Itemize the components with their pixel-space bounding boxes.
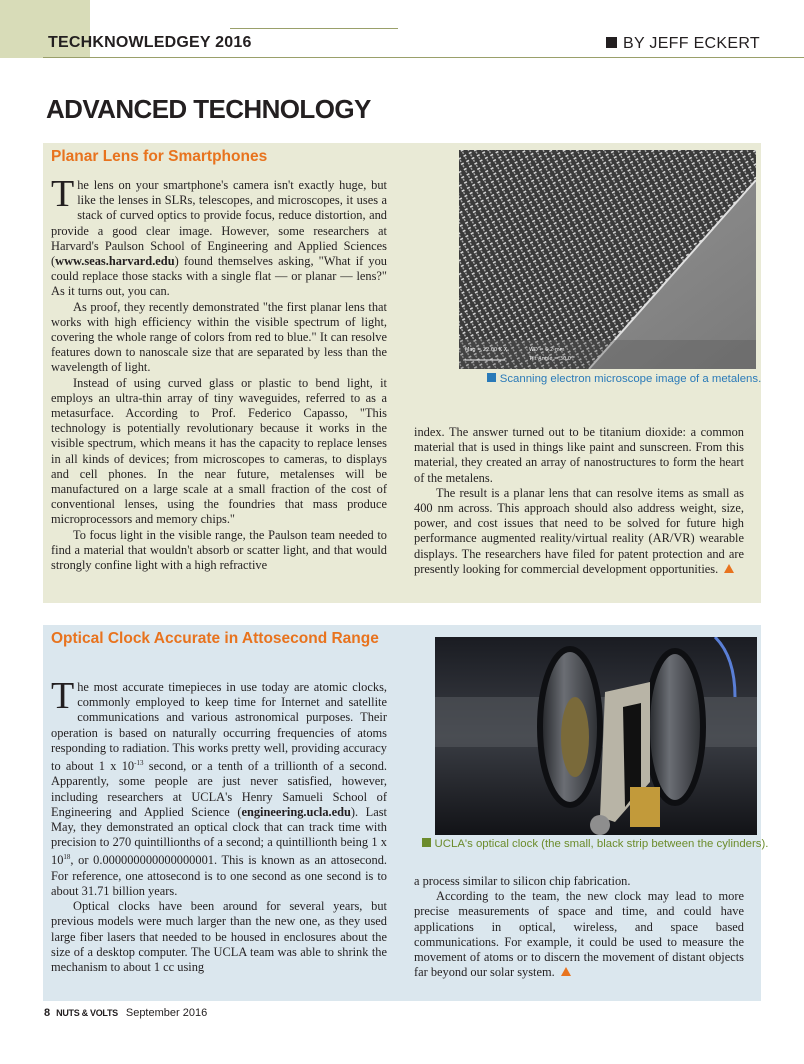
paragraph: a process similar to silicon chip fabrication. xyxy=(414,874,631,888)
paragraph: The most accurate timepieces in use today are atomic clocks, commonly employed to keep time for Internet and satellite communications and various astronomical purposes. Their operation is based on naturally occurring frequencies of atoms responding to radiation. This works pretty well, providing accuracy to about 1 x $10^{-13}$ second, or a tenth of a trillionth of a second. Apparently, some people are just never satisfied, however, including researchers at UCLA's Henry Samueli School of Engineering and Applied Science (engineering.ucla.edu). Last May, they demonstrated an optical clock that can track time with precision to 270 quintillionths of a second; a quintillionth being 1 x $10^{18}$, or 0.000000000000000001. This is known as an attosecond. For reference, one attosecond is to one second as one second is to about 31.71 billion years. xyxy=(51,675,388,898)
end-mark-icon xyxy=(724,564,734,573)
article2-column-right xyxy=(414,874,744,980)
header-rule-top xyxy=(230,28,398,29)
caption-sem: Scanning electron microscope image of a metalens. xyxy=(478,373,770,386)
link-ucla[interactable]: engineering.ucla.edu xyxy=(241,804,351,819)
metalens-sem-graphic xyxy=(459,150,756,369)
page-number: 8 xyxy=(44,1007,51,1019)
page-title: ADVANCED TECHNOLOGY xyxy=(46,94,371,124)
article1-column-left xyxy=(51,173,387,573)
paragraph: The result is a planar lens that can resolve items as small as 400 nm across. This approach should also address weight, size, power, and cost issues that need to be solved for future high performance augmented reality/virtual reality (AR/VR) wearable displays. The researchers have filed for patent protection and are presently looking for commercial development opportunities. xyxy=(414,485,744,576)
square-bullet-icon xyxy=(606,37,617,48)
optical-clock-graphic xyxy=(435,637,757,835)
square-bullet-icon xyxy=(487,373,496,382)
paragraph: To focus light in the visible range, the Paulson team needed to find a material that wouldn't absorb or scatter light, and that would strongly confine light with a high refractive xyxy=(51,527,387,573)
sem-mag-label: Mag = 22.00 K X xyxy=(465,347,508,353)
sem-tilt-label: Tilt Angle = 30.0 ° xyxy=(529,356,576,362)
paragraph: Instead of using curved glass or plastic to bend light, it employs an ultra-thin array of tiny waveguides, referred to as a metasurface. According to Prof. Federico Capasso, "This technology is potentially revolutionary because it works in the visible spectrum, which means it has the capacity to replace lenses in all kinds of devices; from microscopes to cameras, to displays and cell phones. In the near future, metalenses will be manufactured on a large scale at a small fraction of the cost of conventional lenses, using the foundries that mass produce microprocessors and memory chips." xyxy=(51,375,387,527)
article-title-planar-lens: Planar Lens for Smartphones xyxy=(51,148,268,165)
paragraph: index. The answer turned out to be titanium dioxide: a common material that is used in things like paint and sunscreen. From this material, they created an array of nanostructures to form the heart of the metalens. xyxy=(414,425,744,485)
magazine-name: NUTS & VOLTS xyxy=(56,1008,118,1018)
column-title: TECHKNOWLEDGEY 2016 xyxy=(48,34,252,51)
article2-column-left xyxy=(51,675,388,975)
author-byline xyxy=(606,35,760,53)
paragraph: According to the team, the new clock may lead to more precise measurements of space and time, and could have applications in optical, wireless, and space based communications. For example, it could be used to measure the movement of atoms or to discern the movement of distant objects far beyond our solar system. xyxy=(414,889,744,980)
optical-clock-image xyxy=(435,637,757,835)
drop-cap: T xyxy=(51,675,75,717)
drop-cap: T xyxy=(51,173,75,215)
link-harvard[interactable]: www.seas.harvard.edu xyxy=(55,254,175,269)
paragraph: As proof, they recently demonstrated "the first planar lens that works with high efficiency within the visible spectrum of light, covering the whole range of colors from red to blue." It can resolve features down to nanoscale size that are separated by less than the wavelength of light. xyxy=(51,299,387,375)
sem-wd-label: WD = 6.2 mm xyxy=(529,347,565,353)
article1-column-right xyxy=(414,425,744,577)
caption-optical-clock: UCLA's optical clock (the small, black strip between the cylinders). xyxy=(420,838,770,851)
header-rule xyxy=(43,57,804,58)
issue-date: September 2016 xyxy=(125,1007,208,1019)
paragraph: The lens on your smartphone's camera isn't exactly huge, but like the lenses in SLRs, telescopes, and microscopes, it uses a stack of curved optics to provide focus, reduce distortion, and provide a good clear image. However, some researchers at Harvard's Paulson School of Engineering and Applied Sciences (www.seas.harvard.edu) found themselves asking, "What if you could replace those stacks with a single flat — or planar — lens?" As it turns out, you can. xyxy=(51,173,387,299)
article-title-optical-clock: Optical Clock Accurate in Attosecond Range xyxy=(51,630,379,647)
paragraph: Optical clocks have been around for several years, but previous models were much larger than the new one, as they used large fiber lasers that needed to be housed in enclosures about the size of a desktop computer. The UCLA team was able to shrink the mechanism to about 1 cc using xyxy=(51,899,387,974)
square-bullet-icon xyxy=(422,838,431,847)
end-mark-icon xyxy=(561,967,571,976)
sem-image xyxy=(459,150,756,369)
page-footer xyxy=(44,1007,207,1019)
author-name: BY JEFF ECKERT xyxy=(623,35,760,52)
